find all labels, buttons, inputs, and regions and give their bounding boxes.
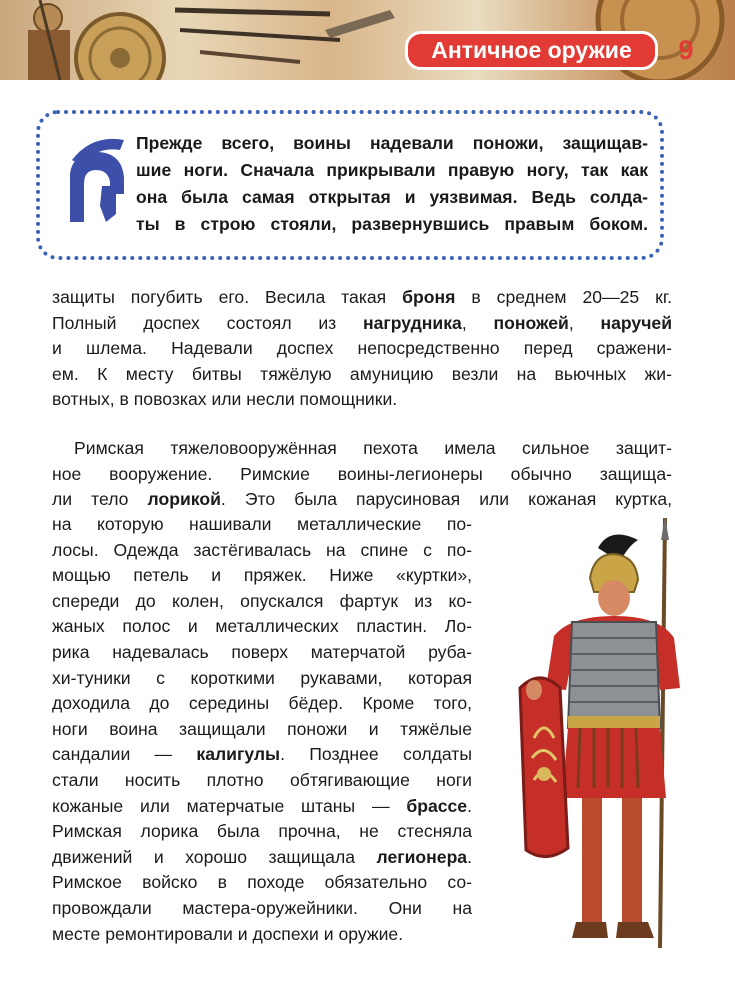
header-artwork [0,0,735,80]
roman-legionary-illustration [510,518,700,958]
info-callout-box [36,110,664,260]
page-number: 9 [678,34,694,65]
text-line: на которую нашивали металлические по- [52,514,472,534]
text-line: Римская тяжеловооружённая пехота имела сильное защит- [74,438,672,458]
text-line: хи-туники с короткими рукавами, которая [52,667,472,688]
text-line: провождали мастера-оружейники. Они на [52,897,472,918]
text-line: защиты погубить его. Весила такая броня в среднем 20—25 кг. [52,287,672,307]
text-line: сандалии — калигулы. Позднее солдаты [52,744,472,765]
info-line: она была самая открытая и уязвимая. Ведь солда- [136,187,648,207]
info-line: ты в строю стояли, развернувшись правым боком. [136,214,648,234]
text-line: лосы. Одежда застёгивалась на спине с по- [52,539,472,560]
term-nagrudnik: нагрудника [363,312,462,333]
term-ponozhi: поножей [493,312,569,333]
term-kaliguly: калигулы [196,744,281,765]
text-line: стали носить плотно обтягивающие ноги [52,769,472,790]
text-line: Римская лорика была прочна, не стесняла [52,821,472,842]
text-line: ем. К месту битвы тяжёлую амуницию везли на вьючных жи- [52,363,672,384]
text-line: вотных, в повозках или несли помощники. [52,389,398,410]
text-line: и шлема. Надевали доспех непосредственно перед сражени- [52,338,672,359]
term-brasse: брассе [406,795,468,816]
text-line: мощью петель и пряжек. Ниже «куртки», [52,565,472,586]
body-paragraph-2 [52,436,672,513]
body-paragraph-2-column [52,512,472,947]
info-line: шие ноги. Сначала прикрывали правую ногу, так как [136,160,648,180]
text-line: ли тело лорикой. Это была парусиновая или кожаная куртка, [52,489,672,510]
text-line: ноги воина защищали поножи и тяжёлые [52,718,472,739]
term-legioner: легионера [376,846,468,867]
text-line: ное вооружение. Римские воины-легионеры обычно защища- [52,463,672,484]
text-line: доходила до середины бёдер. Кроме того, [52,693,472,714]
text-line: движений и хорошо защищала легионера. [52,846,472,867]
text-line: Римское войско в походе обязательно со- [52,872,472,893]
text-line: Полный доспех состоял из нагрудника, поножей, наручей [52,312,673,333]
term-bronya: броня [402,287,456,307]
text-line: месте ремонтировали и доспехи и оружие. [52,923,404,944]
term-naruchi: наручей [600,312,673,333]
section-title-tab: Античное оружие [405,31,658,70]
info-text [136,130,648,238]
text-line: жаных полос и металлических пластин. Ло- [52,616,472,637]
text-line: спереди до колен, опускался фартук из ко- [52,590,472,611]
term-lorika: лорикой [147,489,221,510]
body-paragraph-1 [52,285,672,413]
text-line: рика надевалась поверх матерчатой руба- [52,641,472,662]
text-line: кожаные или матерчатые штаны — брассе. [52,795,472,816]
helmet-icon [62,134,132,229]
info-line: Прежде всего, воины надевали поножи, защищав- [136,133,648,153]
